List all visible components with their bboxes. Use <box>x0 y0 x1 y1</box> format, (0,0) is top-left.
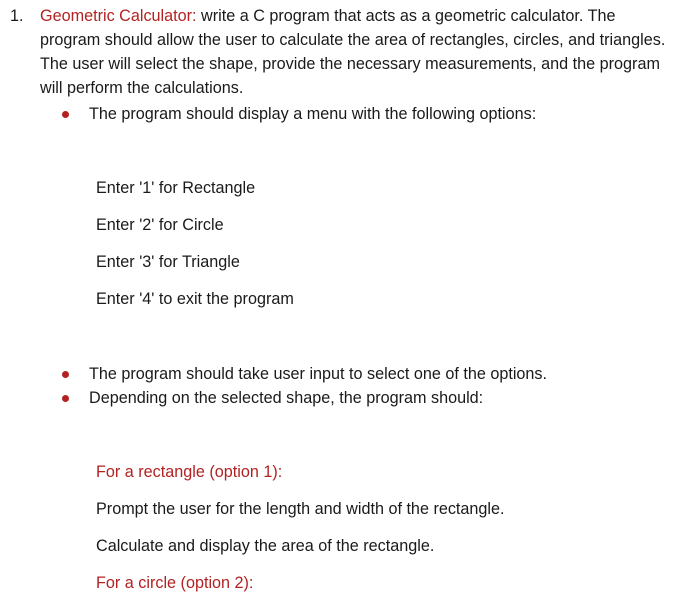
rectangle-prompt: Prompt the user for the length and width of the rectangle. <box>96 500 505 518</box>
bullet-2-text: The program should take user input to select one of the options. <box>89 365 548 383</box>
bullet-icon <box>62 111 69 118</box>
intro-text: write a C program that acts as a geometric calculator. The <box>196 7 616 25</box>
bullet-1-text: The program should display a menu with the following options: <box>89 105 537 123</box>
rectangle-calc: Calculate and display the area of the rectangle. <box>96 537 435 555</box>
menu-option-1: Enter '1' for Rectangle <box>96 179 256 197</box>
bullet-icon <box>62 395 69 402</box>
intro-line-2: program should allow the user to calculate the area of rectangles, circles, and triangles. <box>40 31 666 49</box>
item-title: Geometric Calculator: <box>40 7 197 25</box>
intro-line-3: The user will select the shape, provide the necessary measurements, and the program <box>40 55 660 73</box>
bullet-icon <box>62 371 69 378</box>
menu-option-3: Enter '3' for Triangle <box>96 253 240 271</box>
list-number: 1. <box>10 7 24 25</box>
circle-heading: For a circle (option 2): <box>96 574 254 592</box>
bullet-3-text: Depending on the selected shape, the program should: <box>89 389 484 407</box>
rectangle-heading: For a rectangle (option 1): <box>96 463 283 481</box>
intro-line-4: will perform the calculations. <box>40 79 244 97</box>
intro-line-1 <box>40 6 616 26</box>
menu-option-2: Enter '2' for Circle <box>96 216 224 234</box>
menu-option-4: Enter '4' to exit the program <box>96 290 294 308</box>
